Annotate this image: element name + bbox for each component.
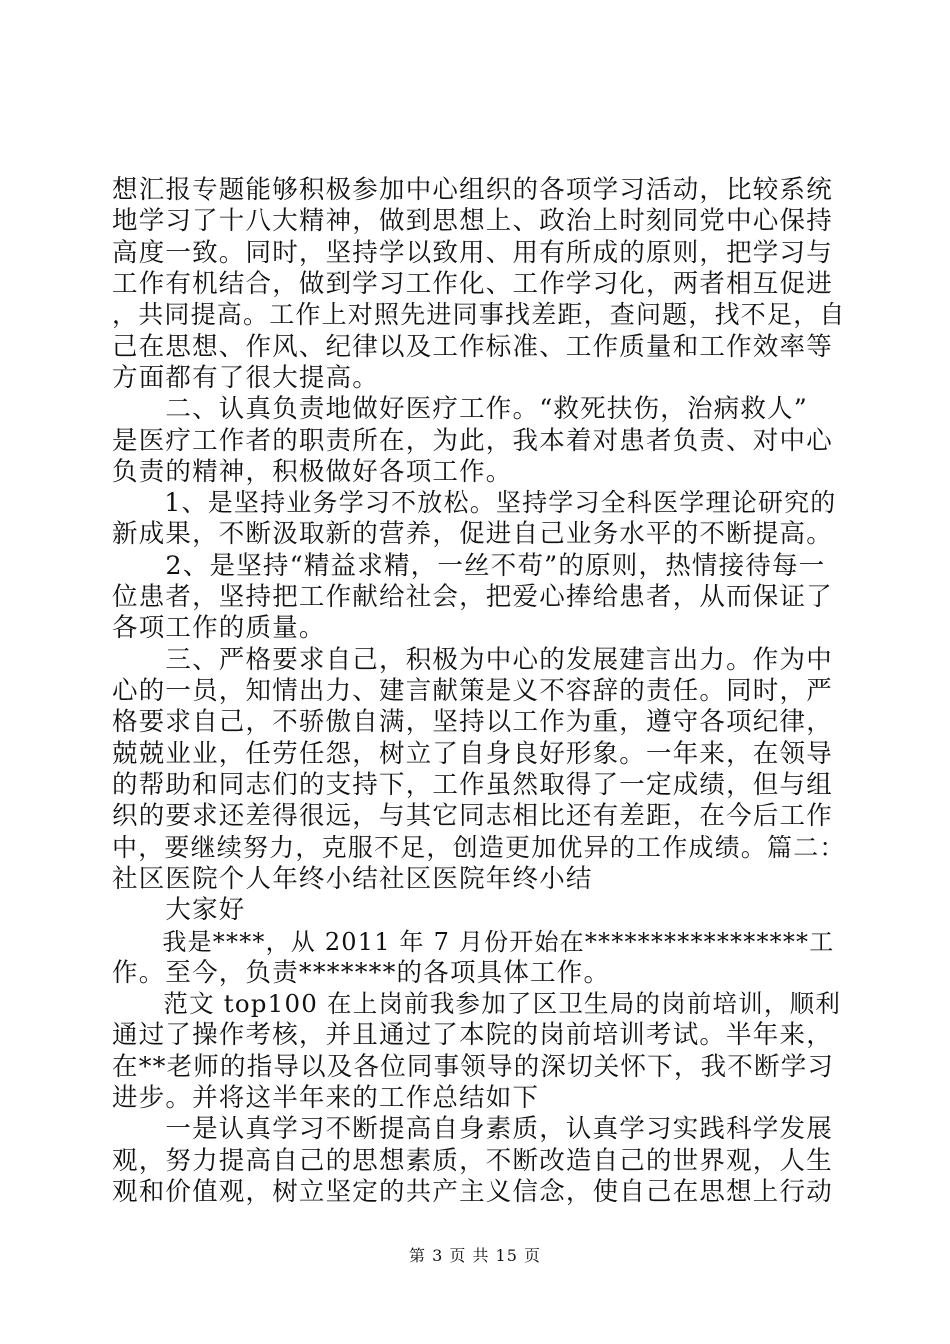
text-line: 格要求自己，不骄傲自满，坚持以工作为重，遵守各项纪律， (112, 707, 833, 737)
text-line: 通过了操作考核，并且通过了本院的岗前培训考试。半年来， (112, 1020, 833, 1050)
text-line: 心的一员，知情出力、建言献策是义不容辞的责任。同时，严 (112, 676, 833, 706)
text-line: 织的要求还差得很远，与其它同志相比还有差距，在今后工作 (112, 801, 833, 831)
text-line: 位患者，坚持把工作献给社会，把爱心捧给患者，从而保证了 (112, 582, 833, 612)
text-line: 方面都有了很大提高。 (112, 363, 380, 393)
text-line: 作。至今，负责*******的各项具体工作。 (112, 958, 611, 988)
text-line: 的帮助和同志们的支持下，工作虽然取得了一定成绩，但与组 (112, 770, 833, 800)
text-line: 在**老师的指导以及各位同事领导的深切关怀下，我不断学习 (112, 1052, 835, 1082)
text-line: 二、认真负责地做好医疗工作。“救死扶伤，治病救人” (112, 394, 808, 424)
text-line: ，共同提高。工作上对照先进同事找差距，查问题，找不足，自 (112, 300, 846, 329)
text-line: 各项工作的质量。 (112, 613, 326, 643)
text-line: 观和价值观，树立坚定的共产主义信念，使自己在思想上行动 (112, 1177, 833, 1207)
text-line: 我是****，从 2011 年 7 月份开始在*****************工 (112, 928, 835, 956)
text-line: 想汇报专题能够积极参加中心组织的各项学习活动，比较系统 (112, 175, 833, 205)
text-line: 1、是坚持业务学习不放松。坚持学习全科医学理论研究的 (112, 488, 837, 517)
text-line: 负责的精神，积极做好各项工作。 (112, 457, 513, 487)
text-line: 范文 top100 在上岗前我参加了区卫生局的岗前培训，顺利 (112, 989, 842, 1018)
text-line: 观，努力提高自己的思想素质，不断改造自己的世界观，人生 (112, 1146, 833, 1176)
text-line: 兢兢业业，任劳任怨，树立了自身良好形象。一年来，在领导 (112, 739, 833, 769)
text-line: 2、是坚持“精益求精，一丝不苟”的原则，热情接待每一 (112, 551, 826, 581)
text-line: 社区医院个人年终小结社区医院年终小结 (112, 864, 593, 894)
text-line: 一是认真学习不断提高自身素质，认真学习实践科学发展 (112, 1114, 833, 1144)
text-line: 己在思想、作风、纪律以及工作标准、工作质量和工作效率等 (112, 332, 833, 362)
text-line: 进步。并将这半年来的工作总结如下 (112, 1083, 540, 1113)
text-line: 新成果，不断汲取新的营养，促进自己业务水平的不断提高。 (112, 519, 833, 549)
page-footer: 第 3 页 共 15 页 (409, 1246, 541, 1265)
text-line: 三、严格要求自己，积极为中心的发展建言出力。作为中 (112, 645, 833, 675)
text-line: 地学习了十八大精神，做到思想上、政治上时刻同党中心保持 (112, 206, 833, 236)
text-line: 大家好 (112, 895, 246, 925)
text-line: 工作有机结合，做到学习工作化、工作学习化，两者相互促进 (112, 269, 833, 299)
text-line: 中，要继续努力，克服不足，创造更加优异的工作成绩。篇二： (112, 833, 846, 862)
text-line: 高度一致。同时，坚持学以致用、用有所成的原则，把学习与 (112, 238, 833, 268)
text-line: 是医疗工作者的职责所在，为此，我本着对患者负责、对中心 (112, 426, 833, 456)
